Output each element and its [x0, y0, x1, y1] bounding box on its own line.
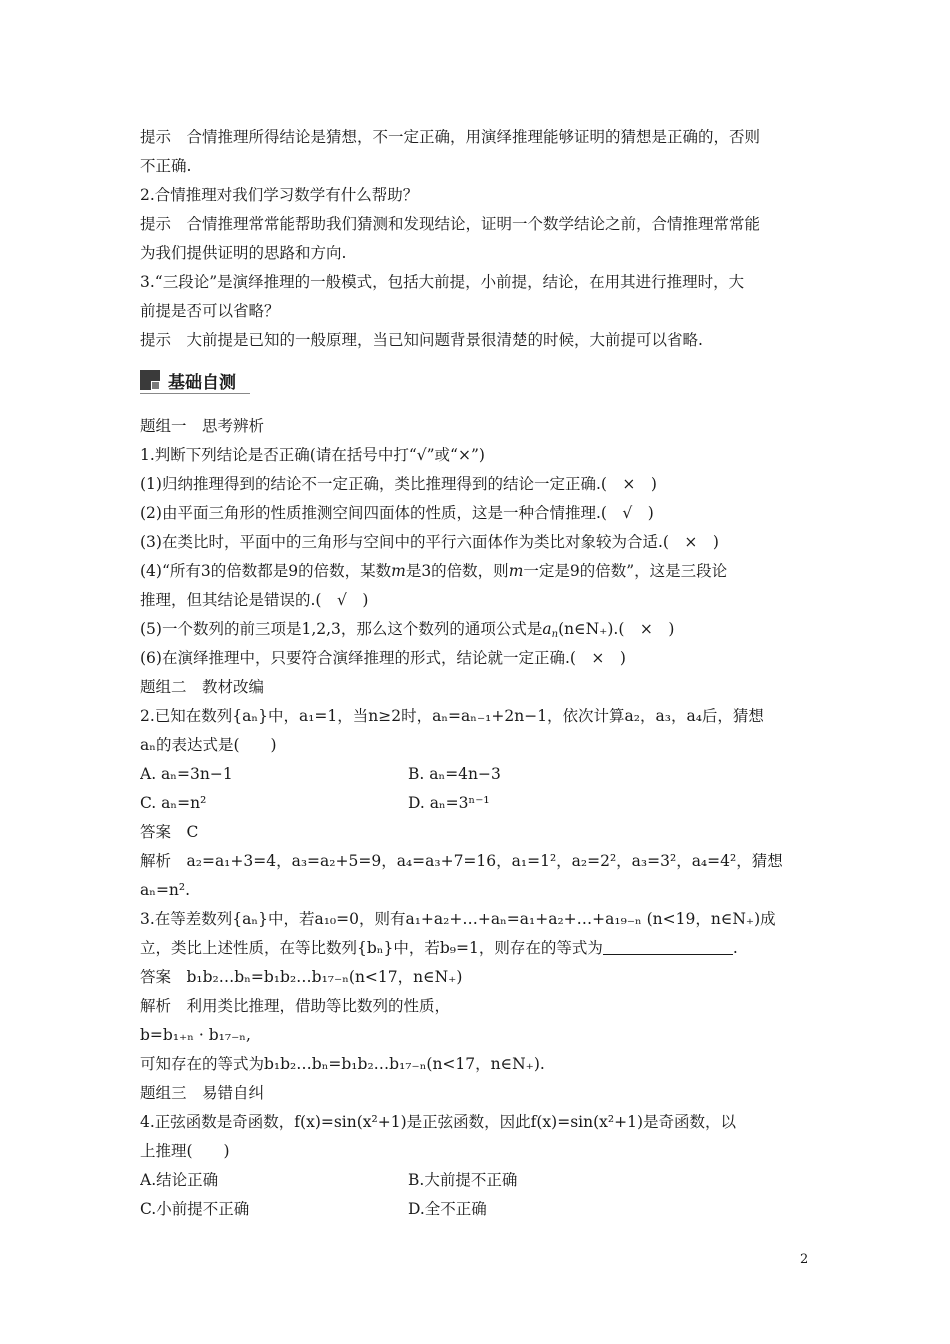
option-c: C. aₙ=n² [140, 794, 207, 812]
group-1-item-5: (5)一个数列的前三项是1,2,3，那么这个数列的通项公式是$a_n(n\in N_+)$.( × ) [140, 620, 675, 640]
group-1-item-2: (2)由平面三角形的性质推测空间四面体的性质，这是一种合情推理.( √ ) [140, 504, 654, 522]
section-divider [140, 393, 250, 394]
question-4-options-cd [140, 1198, 815, 1220]
question-2: 2.合情推理对我们学习数学有什么帮助？ [140, 186, 419, 204]
group-1-item-1: (1)归纳推理得到的结论不一定正确，类比推理得到的结论一定正确.( × ) [140, 475, 657, 493]
question-4-options-ab [140, 1169, 815, 1191]
hint-1-line-2: 不正确. [140, 157, 192, 175]
group-1-item-3: (3)在类比时，平面中的三角形与空间中的平行六面体作为类比对象较为合适.( × ) [140, 533, 719, 551]
question-3-line-2: 前提是否可以省略？ [140, 302, 280, 320]
answer-blank [603, 940, 733, 955]
section-header [140, 367, 236, 393]
group-1-item-4-line-2: 推理，但其结论是错误的.( √ ) [140, 591, 369, 609]
page-number: 2 [800, 1252, 809, 1267]
option-b: B.大前提不正确 [408, 1171, 518, 1189]
question-3-analysis-line-3: 可知存在的等式为b₁b₂…bₙ=b₁b₂…b₁₇₋ₙ(n<17，n∈N₊). [140, 1055, 545, 1073]
group-1-title: 题组一 思考辨析 [140, 417, 265, 435]
question-2-options-ab [140, 763, 815, 785]
hint-2-line-1: 提示 合情推理常常能帮助我们猜测和发现结论，证明一个数学结论之前，合情推理常常能 [140, 215, 761, 233]
option-d: D. aₙ=3ⁿ⁻¹ [408, 794, 490, 812]
option-b: B. aₙ=4n−3 [408, 765, 501, 783]
group-1-item-4-line-1: (4)“所有3的倍数都是9的倍数，某数m是3的倍数，则m一定是9的倍数”，这是三段论 [140, 562, 728, 580]
hint-1-line-1: 提示 合情推理所得结论是猜想，不一定正确，用演绎推理能够证明的猜想是正确的，否则 [140, 128, 761, 146]
hint-3: 提示 大前提是已知的一般原理，当已知问题背景很清楚的时候，大前提可以省略. [140, 331, 703, 349]
question-3-answer: 答案 b₁b₂…bₙ=b₁b₂…b₁₇₋ₙ(n<17，n∈N₊) [140, 968, 463, 986]
group-3-title: 题组三 易错自纠 [140, 1084, 265, 1102]
group-2-question-2-line-1: 2.已知在数列{aₙ}中，a₁=1，当n≥2时，aₙ=aₙ₋₁+2n−1，依次计算a₂，a₃，a₄后，猜想 [140, 707, 764, 725]
question-2-analysis-line-2: aₙ=n². [140, 881, 191, 899]
question-3-analysis-line-2: b=b₁₊ₙ · b₁₇₋ₙ, [140, 1026, 251, 1044]
group-1-question-1: 1.判断下列结论是否正确(请在括号中打“√”或“×”) [140, 446, 485, 464]
question-2-analysis-line-1: 解析 a₂=a₁+3=4，a₃=a₂+5=9，a₄=a₃+7=16，a₁=1²，a₂=2²，a₃=3²，a₄=4²，猜想 [140, 852, 783, 870]
hint-2-line-2: 为我们提供证明的思路和方向. [140, 244, 347, 262]
group-2-question-3-line-2: 立，类比上述性质，在等比数列{bₙ}中，若b₉=1，则存在的等式为 . [140, 939, 738, 957]
group-2-question-3-line-1: 3.在等差数列{aₙ}中，若a₁₀=0，则有a₁+a₂+…+aₙ=a₁+a₂+…+a₁₉₋ₙ (n<19，n∈N₊)成 [140, 910, 776, 928]
group-1-item-6: (6)在演绎推理中，只要符合演绎推理的形式，结论就一定正确.( × ) [140, 649, 626, 667]
option-d: D.全不正确 [408, 1200, 487, 1218]
question-2-options-cd [140, 792, 815, 814]
option-c: C.小前提不正确 [140, 1200, 250, 1218]
option-a: A. aₙ=3n−1 [140, 765, 233, 783]
question-3-line-1: 3.“三段论”是演绎推理的一般模式，包括大前提，小前提，结论，在用其进行推理时，大 [140, 273, 745, 291]
section-square-icon [140, 370, 160, 390]
question-3-analysis-line-1: 解析 利用类比推理，借助等比数列的性质， [140, 997, 451, 1015]
group-3-question-4-line-2: 上推理( ) [140, 1142, 230, 1160]
group-2-title: 题组二 教材改编 [140, 678, 265, 696]
group-3-question-4-line-1: 4.正弦函数是奇函数，f(x)=sin(x²+1)是正弦函数，因此f(x)=sin(x²+1)是奇函数，以 [140, 1113, 736, 1131]
option-a: A.结论正确 [140, 1171, 219, 1189]
question-2-answer: 答案 C [140, 823, 199, 841]
section-title: 基础自测 [168, 372, 236, 393]
group-2-question-2-line-2: aₙ的表达式是( ) [140, 736, 277, 754]
